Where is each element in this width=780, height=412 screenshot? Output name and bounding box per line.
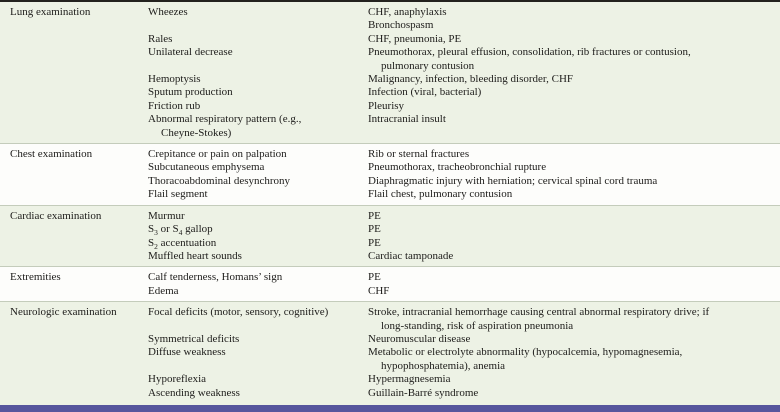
differential-cell: Malignancy, infection, bleeding disorder, CHF (368, 73, 574, 86)
differential-cell: Cardiac tamponade (368, 249, 454, 262)
differential-cell: Flail chest, pulmonary contusion (368, 188, 513, 201)
section-label: Cardiac examination (10, 209, 102, 222)
differential-cell: Pneumothorax, pleural effusion, consolidation, rib fractures or contusion, (368, 46, 691, 59)
finding-cell: Muffled heart sounds (148, 249, 242, 262)
section-label: Chest examination (10, 148, 93, 161)
table-line (148, 306, 780, 319)
exam-section (0, 205, 780, 267)
section-label: Extremities (10, 271, 61, 284)
section-lines (148, 6, 780, 140)
differential-cell: PE (368, 271, 381, 284)
table-line (148, 346, 780, 359)
differential-cell: long-standing, risk of aspiration pneumonia (381, 319, 574, 332)
section-lines (148, 148, 780, 202)
finding-cell: Ascending weakness (148, 386, 240, 399)
table-line (148, 320, 780, 333)
section-lines (148, 306, 780, 402)
table-line (148, 148, 780, 161)
exam-section (0, 2, 780, 143)
table-line (148, 210, 780, 223)
differential-cell: CHF, anaphylaxis (368, 6, 447, 18)
differential-cell: Stroke, intracranial hemorrhage causing central abnormal respiratory drive; if (368, 306, 710, 319)
table-line (148, 387, 780, 400)
finding-cell: $S_2$ accentuation (148, 236, 217, 251)
differential-cell (368, 127, 780, 140)
finding-cell: Cheyne-Stokes) (161, 126, 232, 139)
exam-section (0, 301, 780, 405)
table-line (148, 360, 780, 373)
table-line (148, 86, 780, 99)
finding-cell: Edema (148, 284, 179, 297)
finding-cell: Wheezes (148, 6, 188, 18)
table-line (148, 175, 780, 188)
table-line (148, 333, 780, 346)
finding-cell: Hyporeflexia (148, 373, 207, 386)
table-line (148, 33, 780, 46)
finding-cell: Abnormal respiratory pattern (e.g., (148, 113, 302, 126)
differential-cell: Bronchospasm (368, 19, 434, 32)
bottom-rule (0, 405, 780, 412)
exam-findings-table (0, 2, 780, 405)
table-line (148, 100, 780, 113)
finding-cell: Symmetrical deficits (148, 332, 240, 345)
finding-cell: Unilateral decrease (148, 46, 233, 59)
finding-cell: Subcutaneous emphysema (148, 161, 265, 174)
differential-cell: CHF (368, 284, 390, 297)
finding-cell (148, 360, 368, 373)
differential-cell: Metabolic or electrolyte abnormality (hypocalcemia, hypomagnesemia, (368, 346, 683, 359)
table-line (148, 46, 780, 59)
differential-cell: CHF, pneumonia, PE (368, 32, 462, 45)
table-line (148, 113, 780, 126)
differential-cell: PE (368, 209, 381, 222)
differential-cell: Diaphragmatic injury with herniation; cervical spinal cord trauma (368, 174, 658, 187)
finding-cell: Rales (148, 32, 173, 45)
table-line (148, 271, 780, 284)
finding-cell: Calf tenderness, Homans’ sign (148, 271, 283, 284)
finding-cell (148, 60, 368, 73)
differential-cell: PE (368, 223, 381, 236)
section-label: Neurologic examination (10, 306, 117, 319)
differential-cell: Rib or sternal fractures (368, 148, 470, 161)
exam-section (0, 266, 780, 301)
table-line (148, 188, 780, 201)
differential-cell: hypophosphatemia), anemia (381, 359, 506, 372)
section-lines (148, 210, 780, 264)
table-line (148, 127, 780, 140)
table-line (148, 250, 780, 263)
finding-cell: Diffuse weakness (148, 346, 226, 359)
differential-cell: Intracranial insult (368, 113, 446, 126)
finding-cell: Thoracoabdominal desynchrony (148, 174, 291, 187)
table-line (148, 60, 780, 73)
differential-cell: Hypermagnesemia (368, 373, 451, 386)
finding-cell: Flail segment (148, 188, 208, 201)
table-line (148, 285, 780, 298)
table-line (148, 373, 780, 386)
finding-cell: $S_3$ or $S_4$ gallop (148, 223, 213, 238)
section-label: Lung examination (10, 6, 91, 18)
finding-cell: Sputum production (148, 86, 233, 99)
differential-cell: Guillain-Barré syndrome (368, 386, 479, 399)
differential-cell: Neuromuscular disease (368, 332, 471, 345)
section-lines (148, 271, 780, 298)
table-line (148, 19, 780, 32)
finding-cell: Friction rub (148, 99, 201, 112)
differential-cell: Pneumothorax, tracheobronchial rupture (368, 161, 547, 174)
table-line (148, 73, 780, 86)
finding-cell: Focal deficits (motor, sensory, cognitive) (148, 306, 329, 319)
finding-cell: Crepitance or pain on palpation (148, 148, 287, 161)
finding-cell: Murmur (148, 209, 185, 222)
finding-cell (148, 19, 368, 32)
table-line (148, 6, 780, 19)
differential-cell: PE (368, 236, 381, 249)
differential-cell: Infection (viral, bacterial) (368, 86, 482, 99)
finding-cell (148, 320, 368, 333)
differential-cell: Pleurisy (368, 99, 405, 112)
table-line (148, 161, 780, 174)
differential-cell: pulmonary contusion (381, 59, 475, 72)
finding-cell: Hemoptysis (148, 73, 201, 86)
table-line (148, 223, 780, 236)
exam-section (0, 143, 780, 205)
table-line (148, 237, 780, 250)
